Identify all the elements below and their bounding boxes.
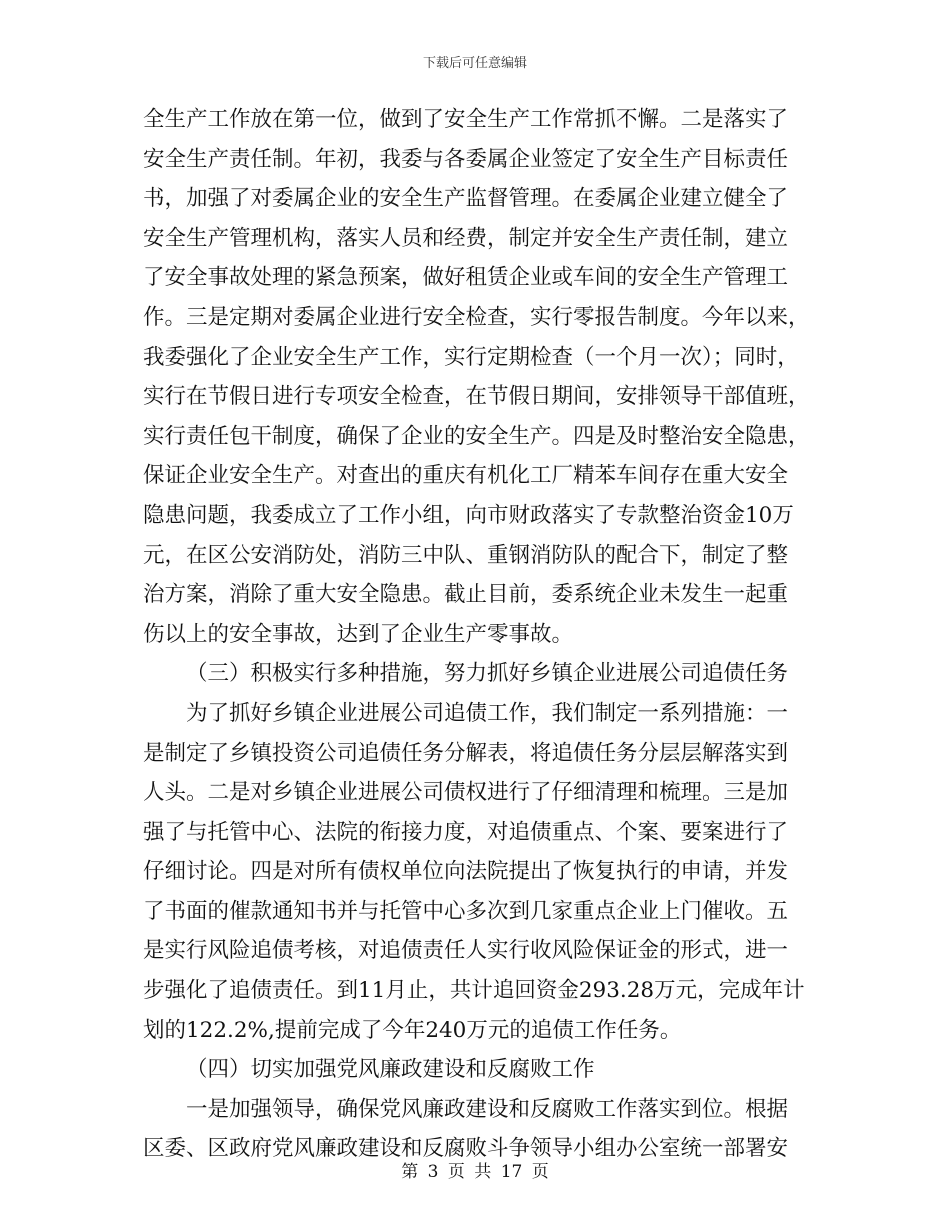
text-line: 强了与托管中心、法院的衔接力度，对追债重点、个案、要案进行了 <box>143 819 789 845</box>
text-line: 隐患问题，我委成立了工作小组，向市财政落实了专款整治资金10万 <box>143 502 794 528</box>
text-line: 实行责任包干制度，确保了企业的安全生产。四是及时整治安全隐患， <box>143 423 810 449</box>
text-line: 元，在区公安消防处，消防三中队、重钢消防队的配合下，制定了整 <box>143 542 789 568</box>
page-header: 下载后可任意编辑 <box>422 56 527 71</box>
text-line: 仔细讨论。四是对所有债权单位向法院提出了恢复执行的申请，并发 <box>143 859 789 885</box>
text-line: 我委强化了企业安全生产工作，实行定期检查（一个月一次）；同时， <box>143 344 799 370</box>
section-heading: （四）切实加强党风廉政建设和反腐败工作 <box>186 1057 595 1083</box>
text-line: 全生产工作放在第一位，做到了安全生产工作常抓不懈。二是落实了 <box>143 107 789 132</box>
text-line: 区委、区政府党风廉政建设和反腐败斗争领导小组办公室统一部署安 <box>143 1136 789 1162</box>
text-line: 伤以上的安全事故，达到了企业生产零事故。 <box>143 621 574 647</box>
body-text <box>143 100 809 1169</box>
paragraph-start: 一是加强领导，确保党风廉政建设和反腐败工作落实到位。根据 <box>186 1096 789 1122</box>
paragraph-start: 为了抓好乡镇企业进展公司追债工作，我们制定一系列措施：一 <box>186 700 789 726</box>
text-line: 了安全事故处理的紧急预案，做好租赁企业或车间的安全生产管理工 <box>143 265 789 291</box>
text-line: 是制定了乡镇投资公司追债任务分解表，将追债任务分层层解落实到 <box>143 740 789 766</box>
text-line: 人头。二是对乡镇企业进展公司债权进行了仔细清理和梳理。三是加 <box>143 780 789 806</box>
text-line: 作。三是定期对委属企业进行安全检查，实行零报告制度。今年以来， <box>143 304 810 330</box>
page-number: 第 3 页 共 17 页 <box>401 1162 549 1182</box>
text-line: 实行在节假日进行专项安全检查，在节假日期间，安排领导干部值班， <box>143 384 810 410</box>
text-line: 安全生产责任制。年初，我委与各委属企业签定了安全生产目标责任 <box>143 146 789 172</box>
text-line: 步强化了追债责任。到11月止，共计追回资金293.28万元，完成年计 <box>143 978 805 1004</box>
text-line: 治方案，消除了重大安全隐患。截止目前，委系统企业未发生一起重 <box>143 582 789 608</box>
text-line: 保证企业安全生产。对查出的重庆有机化工厂精苯车间存在重大安全 <box>143 463 789 489</box>
text-line: 划的122.2%,提前完成了今年240万元的追债工作任务。 <box>143 1017 682 1043</box>
text-line: 安全生产管理机构，落实人员和经费，制定并安全生产责任制，建立 <box>143 225 789 251</box>
section-heading: （三）积极实行多种措施，努力抓好乡镇企业进展公司追债任务 <box>186 661 789 687</box>
text-line: 了书面的催款通知书并与托管中心多次到几家重点企业上门催收。五 <box>143 898 789 924</box>
text-line: 是实行风险追债考核，对追债责任人实行收风险保证金的形式，进一 <box>143 938 789 964</box>
text-line: 书，加强了对委属企业的安全生产监督管理。在委属企业建立健全了 <box>143 186 789 212</box>
